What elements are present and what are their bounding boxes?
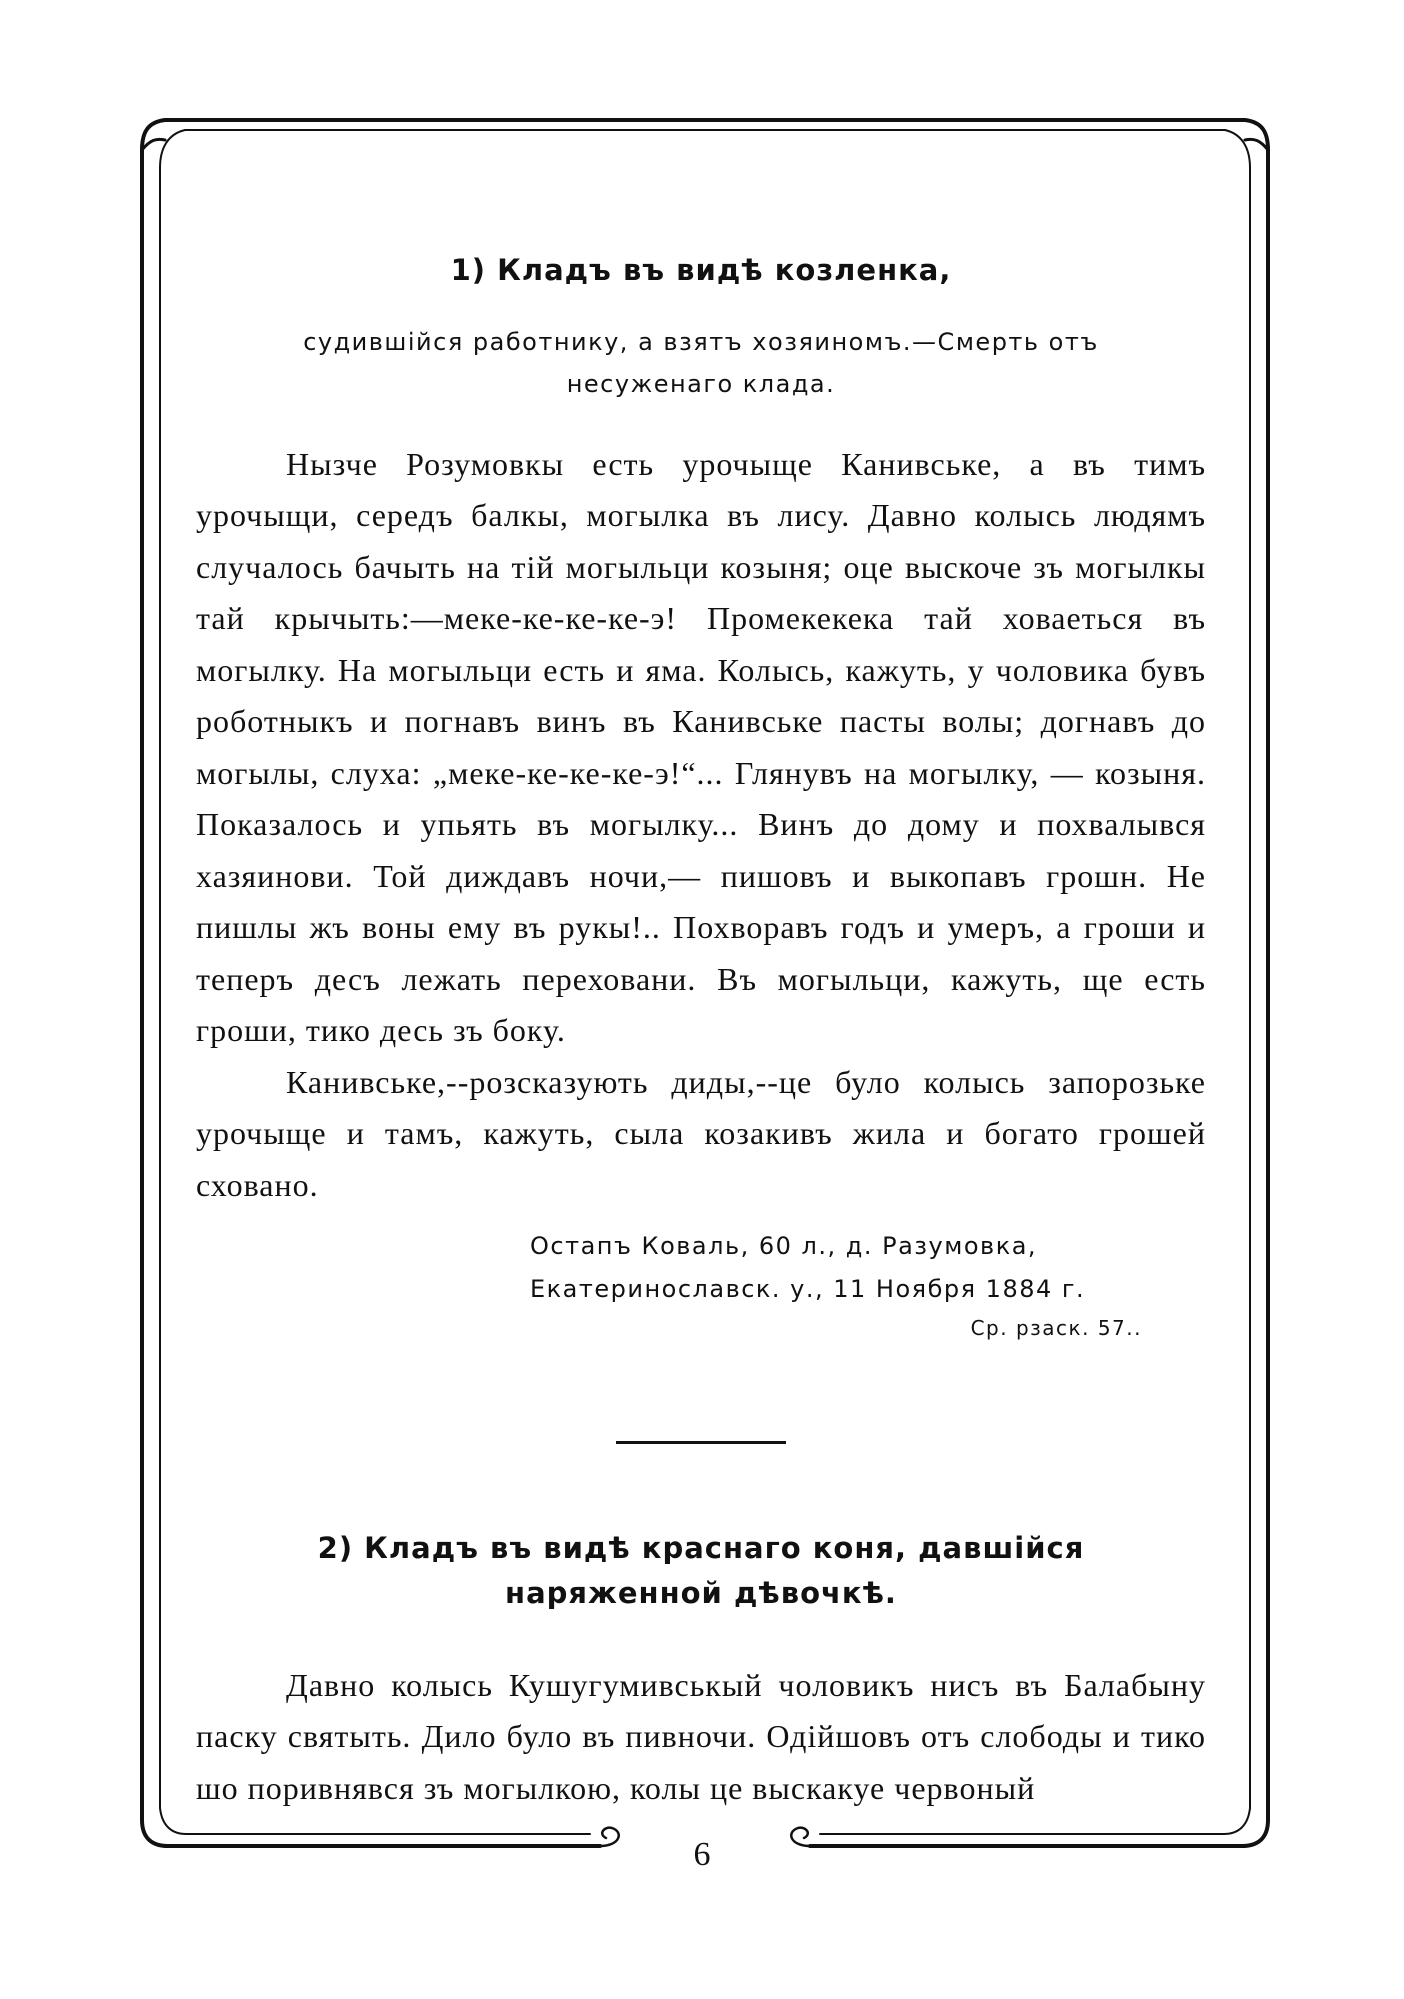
story-1-paragraph-1: Нызче Розумовкы есть урочыще Канивське, а въ тимъ урочыщи, середъ балкы, могылка въ лису. Давно колысь людямъ случалось бачыть на тій могыльци козыня; оце выскоче зъ могылкы тай крычыть:—меке-ке-ке-ке-э! Промекекека тай ховаеться въ могылку. На могыльци есть и яма. Колысь, кажуть, у чоловика бувъ роботныкъ и погнавъ винъ въ Канивське пасты волы; догнавъ до могылы, слуха: „меке-ке-ке-ке-э!“... Глянувъ на могылку, — козыня. Показалось и упьять въ могылку... Винъ до дому и похвалывся хазяинови. Той диждавъ ночи,— пишовъ и выкопавъ грошн. Не пишлы жъ воны ему въ рукы!.. Похворавъ годъ и умеръ, а гроши и теперъ десъ лежать переховани. Въ могыльци, кажуть, ще есть гроши, тико десь зъ боку. — [196, 445, 1206, 1049]
story-2-heading: 2) Кладъ въ видѣ краснаго коня, давшійся наряженной дѣвочкѣ. — [317, 1531, 1085, 1611]
story-1-attribution: Остапъ Коваль, 60 л., д. Разумовка, Екатеринославск. у., 11 Ноября 1884 г. — [530, 1232, 1086, 1304]
page-number: 6 — [693, 1836, 711, 1873]
story-1 — [196, 250, 1206, 1345]
story-2 — [196, 1526, 1206, 1814]
section-divider — [616, 1441, 786, 1444]
story-1-paragraph-2: Канивське,--розсказують диды,--це було колысь запорозьке урочыще и тамъ, кажуть, сыла козакивъ жила и богато грошей сховано. — [196, 1063, 1206, 1203]
story-1-heading: 1) Кладъ въ видѣ козленка, — [450, 253, 952, 287]
story-1-reference: Ср. рзаск. 57.. — [970, 1316, 1142, 1341]
page-content — [196, 250, 1206, 1814]
story-1-subheading: судившійся работнику, а взятъ хозяиномъ.—Смерть отъ несуженаго клада. — [303, 327, 1099, 398]
story-2-paragraph-1: Давно колысь Кушугумивськый чоловикъ нисъ въ Балабыну паску святыть. Дило було въ пивночи. Одійшовъ отъ слободы и тико шо поривнявся зъ могылкою, колы це выскакуе червоный — [196, 1666, 1206, 1806]
